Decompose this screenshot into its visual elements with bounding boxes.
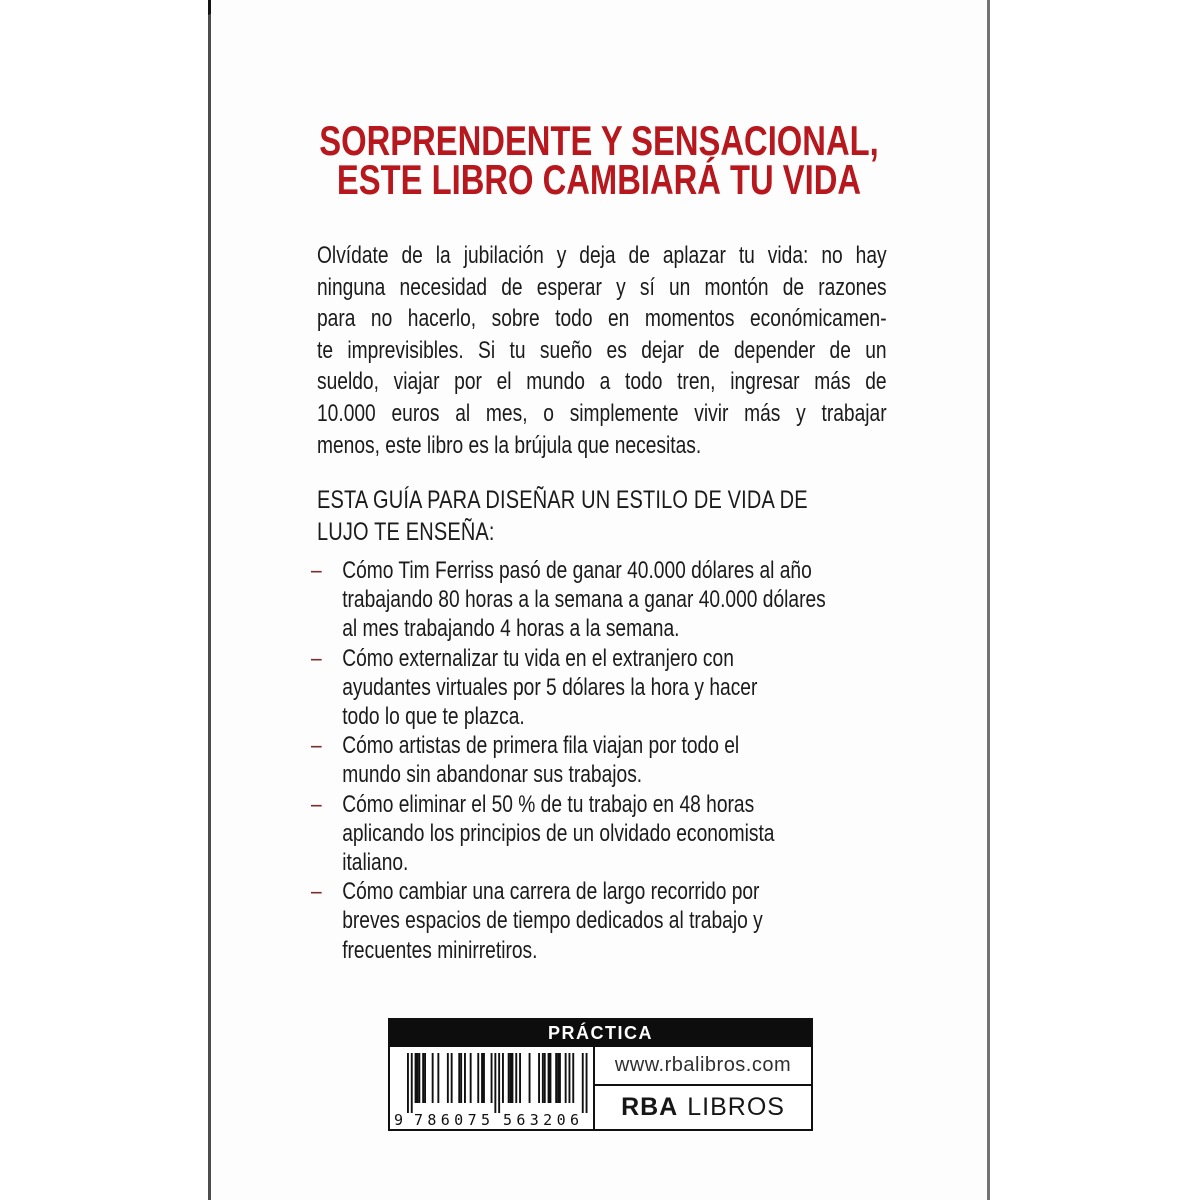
bullet-line: Cómo externalizar tu vida en el extranjero con [342, 644, 734, 672]
bullet-list [311, 556, 1049, 965]
bullet-item [311, 731, 901, 789]
footer-box [388, 1018, 813, 1131]
svg-text:9: 9 [393, 1111, 403, 1129]
publisher-cell [595, 1086, 811, 1129]
publisher-logo-bold: RBA [621, 1093, 679, 1121]
svg-text:786075: 786075 [413, 1111, 490, 1129]
intro-line: para no hacerlo, sobre todo en momentos económicamen- [317, 305, 887, 333]
intro-paragraph [317, 240, 1029, 461]
bullet-dash: – [311, 557, 322, 584]
bullet-dash: – [311, 878, 322, 906]
svg-text:563206: 563206 [502, 1111, 579, 1129]
section-heading-line-2: LUJO TE ENSEÑA: [317, 518, 495, 546]
footer-right-column [595, 1047, 811, 1129]
bullet-line: mundo sin abandonar sus trabajos. [342, 761, 643, 789]
intro-line: te imprevisibles. Si tu sueño es dejar de depender de un [317, 336, 887, 364]
bullet-line: italiano. [342, 849, 409, 877]
headline [296, 117, 901, 203]
intro-line: ninguna necesidad de esperar y sí un montón de razones [317, 273, 887, 301]
intro-line: sueldo, viajar por el mundo a todo tren, ingresar más de [317, 368, 887, 396]
intro-line: menos, este libro es la brújula que necesitas. [317, 431, 702, 459]
bullet-line: Cómo cambiar una carrera de largo recorrido por [342, 878, 760, 906]
website-cell [595, 1047, 811, 1086]
bullet-line: frecuentes minirretiros. [342, 936, 538, 964]
bullet-line: todo lo que te plazca. [342, 703, 525, 731]
bullet-dash: – [311, 732, 322, 760]
intro-line: Olvídate de la jubilación y deja de aplazar tu vida: no hay [317, 242, 887, 269]
headline-line-2: ESTE LIBRO CAMBIARÁ TU VIDA [336, 156, 862, 203]
barcode-cell [390, 1047, 595, 1129]
bullet-line: ayudantes virtuales por 5 dólares la hora y hacer [342, 673, 758, 701]
bullet-line: Cómo Tim Ferriss pasó de ganar 40.000 dólares al año [342, 557, 812, 584]
section-heading [317, 484, 1029, 548]
book-back-cover [211, 0, 987, 1200]
headline-line-1: SORPRENDENTE Y SENSACIONAL, [319, 117, 879, 164]
bullet-line: Cómo eliminar el 50 % de tu trabajo en 48 horas [342, 790, 755, 818]
bullet-item [311, 556, 901, 644]
bullet-line: breves espacios de tiempo dedicados al trabajo y [342, 907, 763, 935]
category-label: PRÁCTICA [548, 1023, 653, 1043]
website-label: www.rbalibros.com [614, 1054, 792, 1076]
bullet-line: Cómo artistas de primera fila viajan por todo el [342, 732, 740, 760]
publisher-logo-regular: LIBROS [687, 1093, 785, 1121]
category-banner [390, 1020, 811, 1047]
intro-line: 10.000 euros al mes, o simplemente vivir más y trabajar [317, 399, 887, 427]
bullet-dash: – [311, 790, 322, 818]
bullet-line: aplicando los principios de un olvidado economista [342, 819, 775, 847]
bullet-dash: – [311, 644, 322, 672]
bullet-item [311, 877, 901, 965]
ean13-barcode [393, 1051, 591, 1129]
section-heading-line-1: ESTA GUÍA PARA DISEÑAR UN ESTILO DE VIDA DE [317, 486, 808, 514]
bullet-item [311, 790, 901, 878]
footer-lower [390, 1047, 811, 1129]
bullet-item [311, 644, 901, 732]
bullet-line: trabajando 80 horas a la semana a ganar 40.000 dólares [342, 586, 826, 614]
bullet-line: al mes trabajando 4 horas a la semana. [342, 615, 680, 643]
